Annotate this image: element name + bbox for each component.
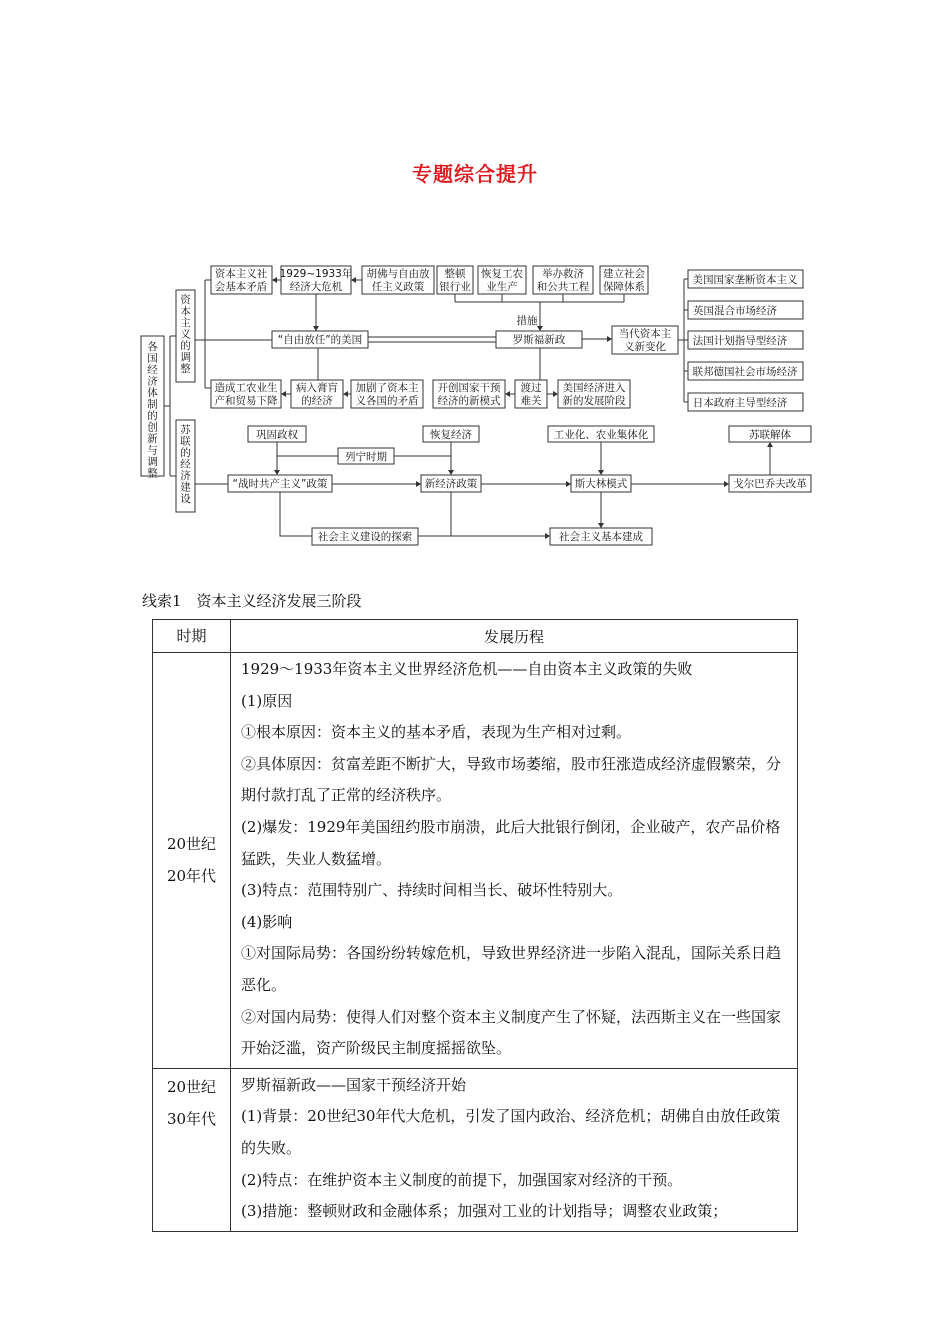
measure-1-l2: 银行业: [439, 281, 471, 293]
content-line: ②具体原因：贫富差距不断扩大，导致市场萎缩，股市狂涨造成经济虚假繁荣，分期付款打乱了正常的经济秩序。: [241, 754, 782, 805]
measure-4-l1: 建立社会: [603, 268, 645, 280]
content-line: ②对国内局势：使得人们对整个资本主义制度产生了怀疑，法西斯主义在一些国家开始泛滥，资产阶级民主制度摇摇欲坠。: [241, 1007, 782, 1058]
model-4-label: 联邦德国社会市场经济: [692, 366, 798, 378]
sov-explore-label: 社会主义建设的探索: [317, 531, 413, 543]
progress-cell: [231, 653, 798, 1069]
root-label: 各国经济体制的创新与调整: [147, 341, 158, 480]
content-line: (4)影响: [241, 912, 293, 931]
effect-right-2-l2: 难关: [520, 395, 542, 407]
effect-left-1-l1: 造成工农业生: [214, 382, 278, 394]
cap-cause1-l1: 资本主义社: [214, 268, 268, 280]
period-line: 30年代: [166, 1109, 217, 1128]
header-progress: 发展历程: [231, 620, 798, 653]
measure-1-l1: 整顿: [444, 268, 466, 280]
new-deal-label: 罗斯福新政: [512, 334, 566, 346]
effect-right-3-l2: 新的发展阶段: [562, 395, 626, 407]
effect-right-3-l1: 美国经济进入: [562, 382, 626, 394]
contemporary-l2: 义新变化: [624, 341, 666, 353]
measure-4-l2: 保障体系: [603, 281, 645, 293]
effect-left-3-l2: 义各国的矛盾: [355, 395, 419, 407]
branch-capitalism-label: 资本主义的调整: [180, 294, 191, 375]
page-title: 专题综合提升: [412, 162, 538, 186]
sov-recover-label: 恢复经济: [430, 429, 472, 441]
content-line: (3)特点：范围特别广、持续时间相当长、破坏性特别大。: [241, 881, 623, 900]
stages-table: [152, 619, 798, 1232]
effect-left-1-l2: 产和贸易下降: [214, 395, 278, 407]
content-line: (3)措施：整顿财政和金融体系；加强对工业的计划指导；调整农业政策；: [241, 1202, 728, 1221]
content-line: (2)爆发：1929年美国纽约股市崩溃，此后大批银行倒闭，企业破产，农产品价格猛跌，失业人数猛增。: [241, 817, 781, 868]
sov-ind-label: 工业化、农业集体化: [553, 429, 649, 441]
table-row: [153, 653, 798, 1069]
model-3-label: 法国计划指导型经济: [692, 335, 788, 347]
sov-lenin-label: 列宁时期: [345, 451, 387, 463]
cap-cause2-l2: 经济大危机: [289, 281, 343, 293]
sov-basic-label: 社会主义基本建成: [559, 531, 643, 543]
sov-stalin-label: 斯大林模式: [574, 478, 628, 490]
cap-cause1-l2: 会基本矛盾: [214, 281, 268, 293]
period-cell: [153, 1068, 231, 1231]
content-line: ①根本原因：资本主义的基本矛盾，表现为生产相对过剩。: [241, 723, 632, 742]
content-line: (1)原因: [241, 691, 293, 710]
measure-2-l2: 业生产: [486, 281, 518, 293]
content-line: 1929～1933年资本主义世界经济危机——自由资本主义政策的失败: [241, 660, 693, 678]
measure-2-l1: 恢复工农: [481, 268, 523, 280]
measure-3-l2: 和公共工程: [536, 281, 590, 293]
content-line: (2)特点：在维护资本主义制度的前提下，加强国家对经济的干预。: [241, 1170, 683, 1189]
content-line: 罗斯福新政——国家干预经济开始: [241, 1075, 467, 1094]
sov-collapse-label: 苏联解体: [749, 429, 791, 441]
sov-war-comm-label: “战时共产主义”政策: [232, 478, 328, 490]
cap-cause3-l1: 胡佛与自由放: [366, 268, 430, 280]
clue-heading: 线索1 资本主义经济发展三阶段: [142, 592, 362, 610]
header-period: 时期: [153, 620, 231, 653]
cap-cause2-l1: 1929~1933年: [279, 268, 353, 280]
effect-left-2-l1: 病入膏肓: [296, 382, 338, 394]
measure-3-l1: 举办救济: [542, 268, 584, 280]
progress-cell: [231, 1068, 798, 1231]
model-2-label: 英国混合市场经济: [693, 305, 777, 317]
effect-right-1-l1: 开创国家干预: [437, 382, 501, 394]
period-line: 20世纪: [166, 1077, 217, 1096]
contemporary-l1: 当代资本主: [618, 328, 672, 340]
free-usa-label: “自由放任”的美国: [277, 334, 363, 346]
model-5-label: 日本政府主导型经济: [692, 397, 788, 409]
branch-soviet-label: 苏联的经济建设: [180, 424, 191, 505]
content-line: (1)背景：20世纪30年代大危机，引发了国内政治、经济危机；胡佛自由放任政策的失败。: [241, 1107, 781, 1157]
sov-gorbachev-label: 戈尔巴乔夫改革: [733, 478, 807, 490]
effect-right-1-l2: 经济的新模式: [437, 395, 501, 407]
concept-diagram: [0, 0, 950, 560]
effect-left-2-l2: 的经济: [301, 395, 333, 407]
effect-right-2-l1: 渡过: [520, 382, 542, 394]
measures-label: 措施: [516, 315, 538, 327]
content-line: ①对国际局势：各国纷纷转嫁危机，导致世界经济进一步陷入混乱，国际关系日趋恶化。: [241, 944, 782, 994]
sov-nep-label: 新经济政策: [424, 478, 478, 490]
sov-consolidate-label: 巩固政权: [256, 429, 298, 441]
period-line: 20世纪: [166, 835, 217, 854]
effect-left-3-l1: 加剧了资本主: [355, 382, 419, 394]
period-line: 20年代: [166, 867, 217, 886]
period-cell: [153, 653, 231, 1069]
cap-cause3-l2: 任主义政策: [371, 281, 425, 293]
table-row: [153, 1068, 798, 1231]
model-1-label: 美国国家垄断资本主义: [692, 274, 798, 286]
table-header-row: [153, 620, 798, 653]
